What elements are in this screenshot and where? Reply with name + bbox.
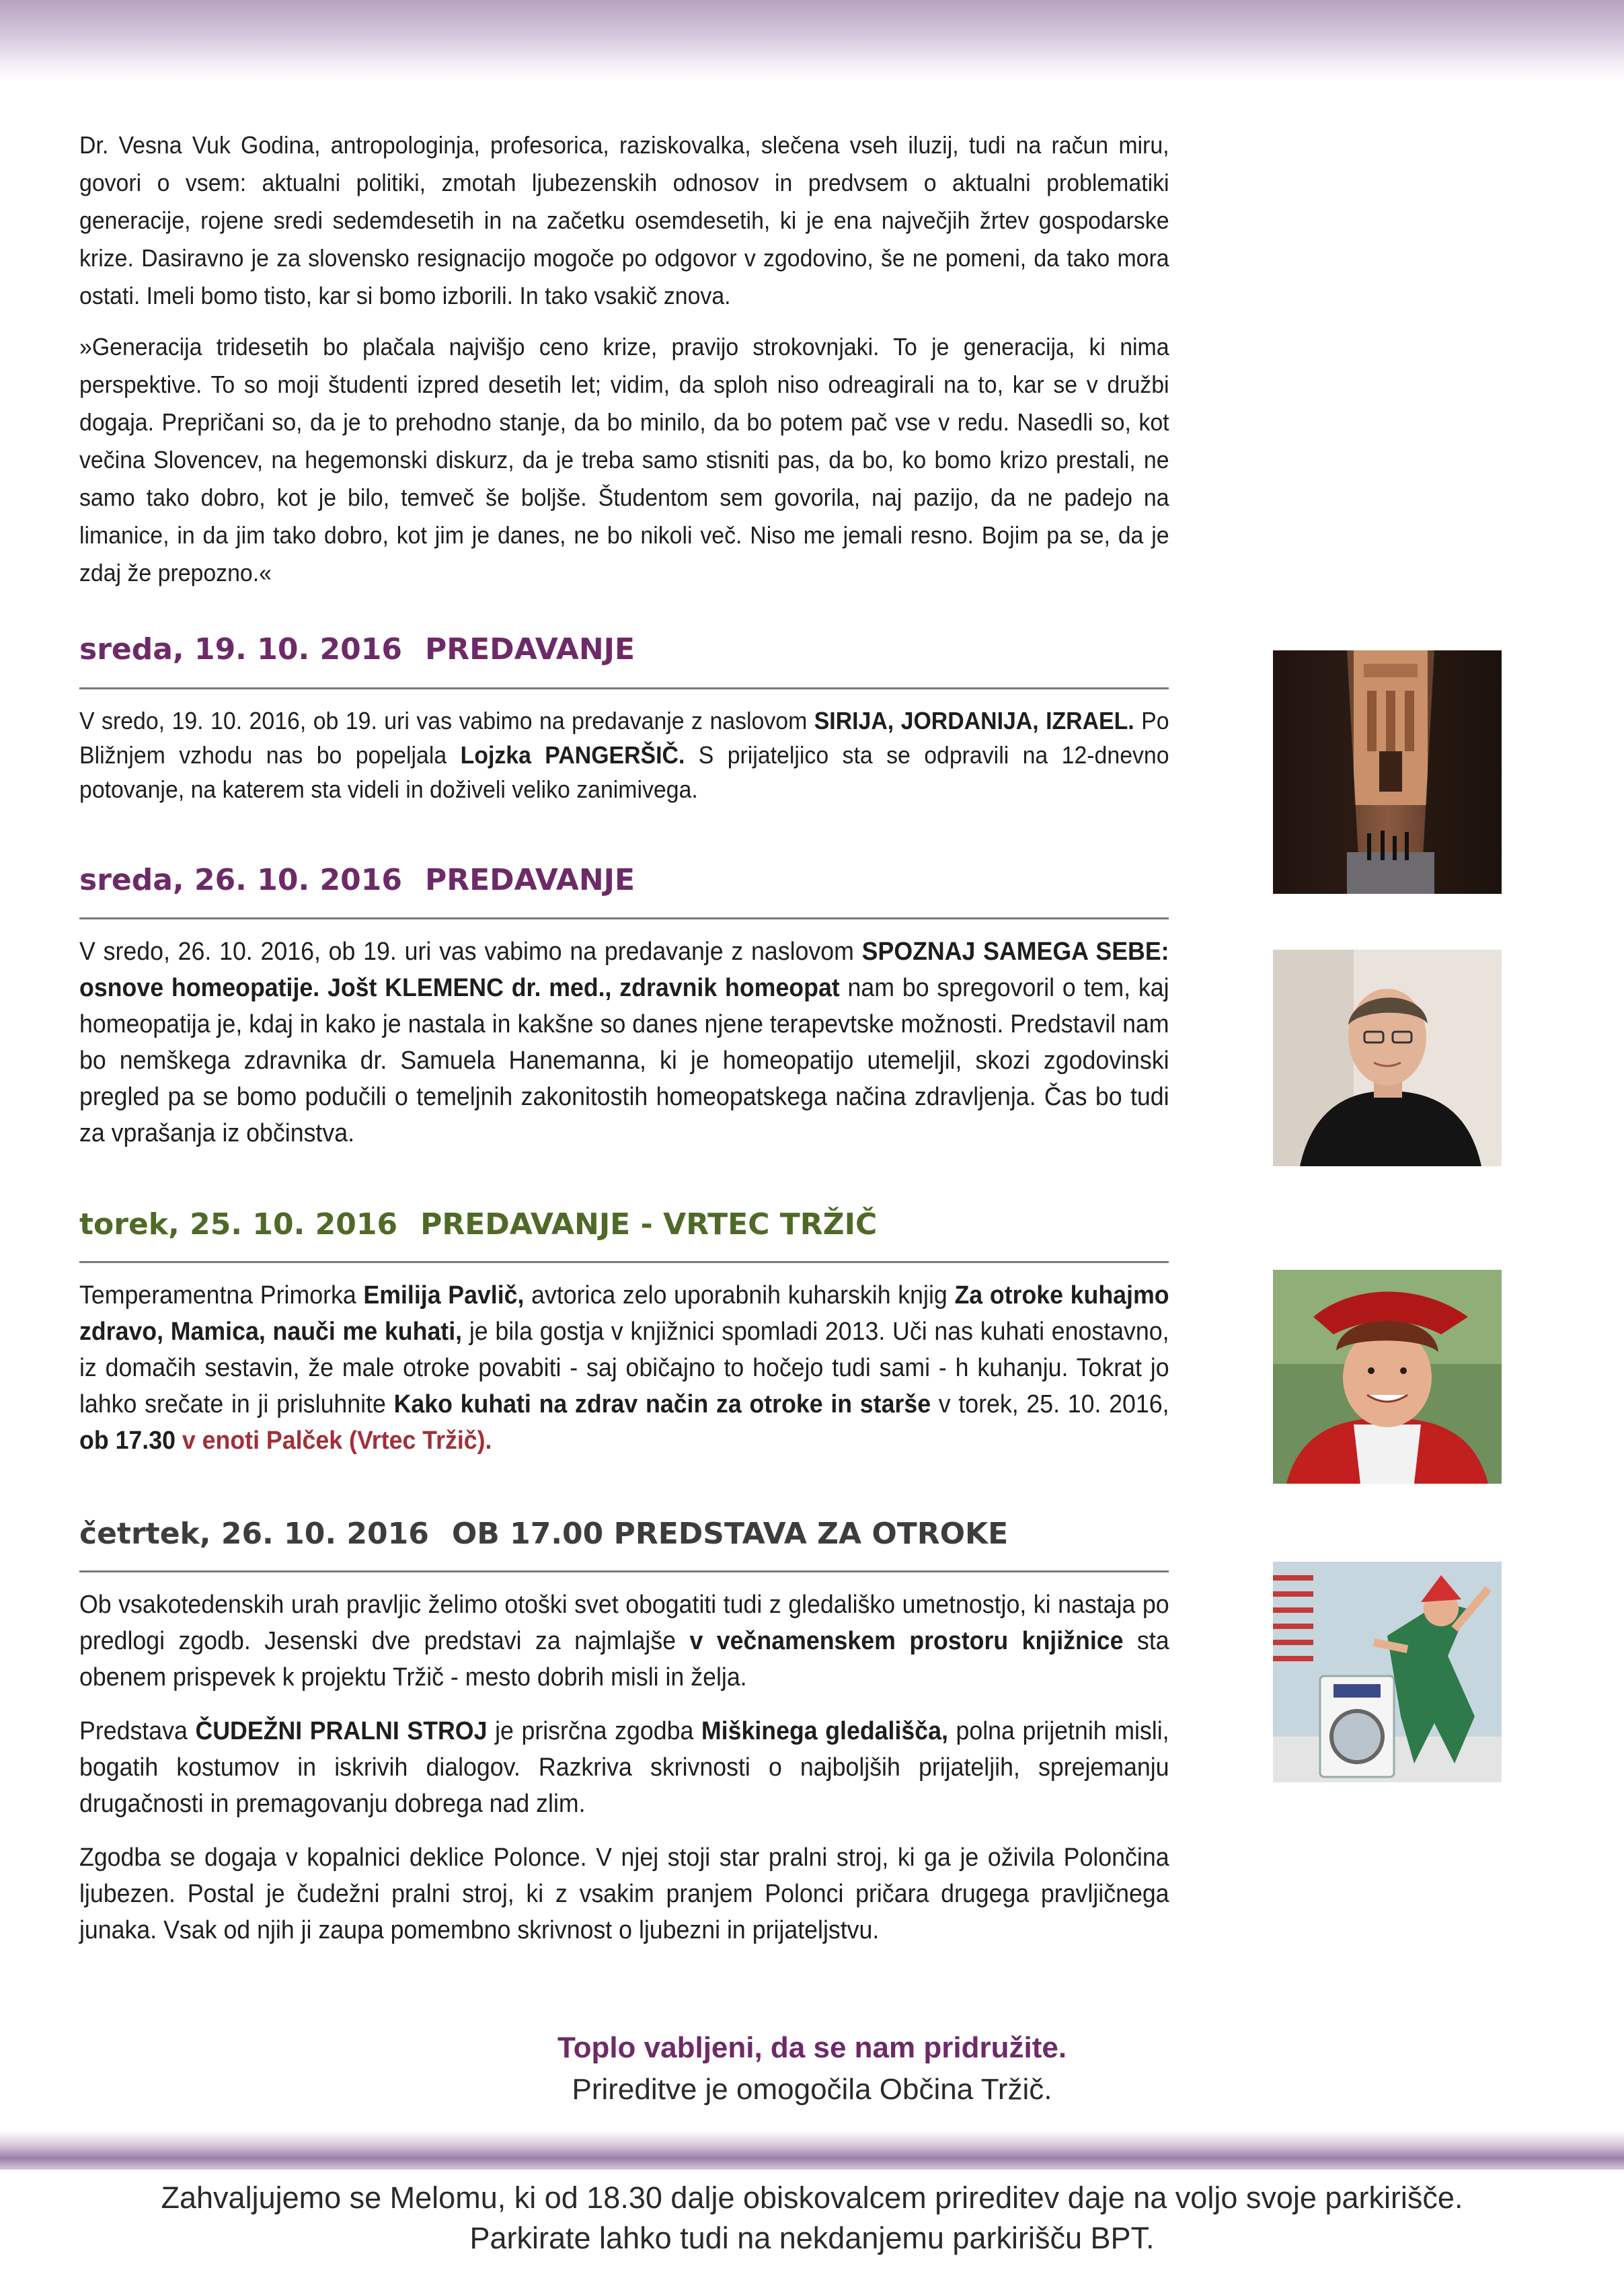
divider [79, 917, 1169, 919]
speaker-photo [1273, 950, 1502, 1166]
event-2-title [79, 863, 635, 897]
intro-paragraph-1: Dr. Vesna Vuk Godina, antropologinja, profesorica, raziskovalka, slečena vseh iluzij, tudi na račun miru, govori o vsem: aktualni politiki, zmotah ljubezenskih odnosov in predvsem o aktualni problematiki generacije, rojene sredi sedemdesetih in na začetku osemdesetih, ki je ena največjih žrtev gospodarske krize. Dasiravno je za slovensko resignacijo mogoče po odgovor v zgodovino, še ne pomeni, da tako mora ostati. Imeli bomo tisto, kar si bomo izborili. In tako vsakič znova. [79, 131, 1169, 309]
event-3-title [79, 1207, 877, 1242]
divider [79, 687, 1169, 689]
petra-photo [1273, 650, 1502, 894]
event-type: PREDAVANJE [424, 632, 635, 667]
event-type: PREDAVANJE - VRTEC TRŽIČ [420, 1207, 878, 1242]
top-decorative-band [0, 0, 1624, 81]
event-4-title [79, 1517, 1008, 1551]
divider [79, 1261, 1169, 1263]
event-type: OB 17.00 PREDSTAVA ZA OTROKE [451, 1517, 1009, 1551]
intro-text [79, 126, 1169, 592]
closing [0, 2027, 1624, 2111]
event-1-title [79, 632, 635, 667]
event-date: sreda, 19. 10. 2016 [79, 632, 402, 667]
intro-paragraph-2: »Generacija tridesetih bo plačala najvišjo ceno krize, pravijo strokovnjaki. To je generacija, ki nima perspektive. To so moji študenti izpred desetih let; vidim, da sploh niso odreagirali na to, kar se v družbi dogaja. Prepričani so, da je to prehodno stanje, da bo minilo, da bo potem pač vse v redu. Nasedli so, kot večina Slovencev, na hegemonski diskurz, da je treba samo stisniti pas, da bo, ko bomo krizo prestali, ne samo tako dobro, kot je bilo, temveč še boljše. Študentom sem govorila, naj pazijo, da ne padejo na limanice, in da jim tako dobro, kot jim je danes, ne bo nikoli več. Niso me jemali resno. Bojim pa se, da je zdaj že prepozno.« [79, 333, 1169, 586]
sponsor-text: Prireditve je omogočila Občina Tržič. [572, 2073, 1052, 2106]
event-3-body: Temperamentna Primorka Emilija Pavlič, avtorica zelo uporabnih kuharskih knjig Za otroke kuhajmo zdravo, Mamica, nauči me kuhati, je bila gostja v knjižnici spomladi 2013. Uči nas kuhati enostavno, iz domačih sestavin, že male otroke povabiti - saj običajno to hočejo tudi sami - h kuhanju. Tokrat jo lahko srečate in ji prisluhnite Kako kuhati na zdrav način za otroke in starše v torek, 25. 10. 2016, ob 17.30 v enoti Palček (Vrtec Tržič). [79, 1281, 1169, 1455]
event-date: četrtek, 26. 10. 2016 [79, 1517, 429, 1551]
event-4-body: Ob vsakotedenskih urah pravljic želimo otoški svet obogatiti tudi z gledališko umetnostjo, ki nastaja po predlogi zgodb. Jesenski dve predstavi za najmlajše v večnamenskem prostoru knjižnice sta obenem prispevek k projektu Tržič - mesto dobrih misli in želja. Predstava ČUDEŽNI PRALNI STROJ je prisrčna zgodba Miškinega gledališča, polna prijetnih misli, bogatih kostumov in iskrivih dialogov. Razkriva skrivnosti o najboljših prijateljih, sprejemanju drugačnosti in premagovanju dobrega nad zlim. Zgodba se dogaja v kopalnici deklice Polonce. V njej stoji star pralni stroj, ki ga je oživila Polončina ljubezen. Postal je čudežni pralni stroj, ki z vsakim pranjem Polonci pričara drugega pravljičnega junaka. Vsak od njih ji zaupa pomembno skrivnost o ljubezni in prijateljstvu. [79, 1591, 1169, 1944]
event-date: torek, 25. 10. 2016 [79, 1207, 398, 1242]
cook-photo [1273, 1270, 1502, 1484]
event-date: sreda, 26. 10. 2016 [79, 863, 402, 897]
footer-line-2: Parkirate lahko tudi na nekdanjemu parkirišču BPT. [469, 2221, 1155, 2255]
footer [0, 2178, 1624, 2258]
footer-line-1: Zahvaljujemo se Melomu, ki od 18.30 dalje obiskovalcem prireditev daje na voljo svoje parkirišče. [161, 2180, 1463, 2215]
theatre-photo [1273, 1562, 1502, 1782]
bottom-decorative-band [0, 2131, 1624, 2170]
event-1-body: V sredo, 19. 10. 2016, ob 19. uri vas vabimo na predavanje z naslovom SIRIJA, JORDANIJA, IZRAEL. Po Bližnjem vzhodu nas bo popeljala Lojzka PANGERŠIČ. S prijateljico sta se odpravili na 12-dnevno potovanje, na katerem sta videli in doživeli veliko zanimivega. [79, 707, 1169, 803]
event-type: PREDAVANJE [424, 863, 635, 897]
invitation-text: Toplo vabljeni, da se nam pridružite. [557, 2031, 1067, 2064]
divider [79, 1570, 1169, 1572]
event-2-body: V sredo, 26. 10. 2016, ob 19. uri vas vabimo na predavanje z naslovom SPOZNAJ SAMEGA SEBE: osnove homeopatije. Jošt KLEMENC dr. med., zdravnik homeopat nam bo spregovoril o tem, kaj homeopatija je, kdaj in kako je nastala in kakšne so danes njene terapevtske možnosti. Predstavil nam bo nemškega zdravnika dr. Samuela Hanemanna, ki je homeopatijo utemeljil, skozi zgodovinski pregled pa se bomo podučili o temeljnih zakonitostih homeopatskega načina zdravljenja. Čas bo tudi za vprašanja iz občinstva. [79, 938, 1169, 1147]
